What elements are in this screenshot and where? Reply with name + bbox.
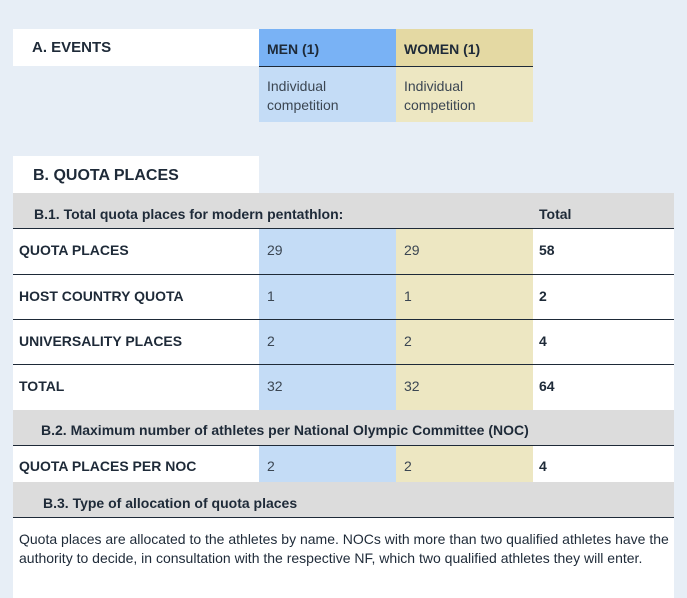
men-host-quota-value: 1 xyxy=(267,288,275,304)
events-section-title: A. EVENTS xyxy=(13,29,259,66)
table-divider xyxy=(13,319,674,320)
row-label-universality-places: UNIVERSALITY PLACES xyxy=(19,333,183,349)
men-quota-places-value: 29 xyxy=(267,242,283,258)
men-per-noc-value: 2 xyxy=(267,458,275,474)
table-divider xyxy=(13,364,674,365)
women-total-value: 32 xyxy=(404,378,420,394)
women-event-cell: Individual competition xyxy=(396,67,533,122)
b2-label: B.2. Maximum number of athletes per National Olympic Committee (NOC) xyxy=(41,422,529,438)
men-noc-column-bg xyxy=(259,446,396,482)
men-total-value: 32 xyxy=(267,378,283,394)
total-quota-places-value: 58 xyxy=(539,242,555,258)
table-divider xyxy=(13,517,674,518)
row-label-host-country-quota: HOST COUNTRY QUOTA xyxy=(19,288,184,304)
total-per-noc-value: 4 xyxy=(539,458,547,474)
row-label-quota-per-noc: QUOTA PLACES PER NOC xyxy=(19,458,197,474)
grand-total-value: 64 xyxy=(539,378,555,394)
women-quota-places-value: 29 xyxy=(404,242,420,258)
women-universality-value: 2 xyxy=(404,333,412,349)
men-column-header: MEN (1) xyxy=(259,29,396,66)
men-event-cell: Individual competition xyxy=(259,67,396,122)
row-label-total: TOTAL xyxy=(19,378,65,394)
total-column-header: Total xyxy=(539,206,572,222)
b3-label: B.3. Type of allocation of quota places xyxy=(43,495,298,511)
table-divider xyxy=(13,228,674,229)
row-label-quota-places: QUOTA PLACES xyxy=(19,242,129,258)
women-noc-column-bg xyxy=(396,446,533,482)
women-host-quota-value: 1 xyxy=(404,288,412,304)
women-per-noc-value: 2 xyxy=(404,458,412,474)
quota-section-title: B. QUOTA PLACES xyxy=(13,156,259,193)
table-divider xyxy=(13,445,674,446)
total-universality-value: 4 xyxy=(539,333,547,349)
men-universality-value: 2 xyxy=(267,333,275,349)
women-column-header: WOMEN (1) xyxy=(396,29,533,66)
table-divider xyxy=(13,274,674,275)
allocation-description: Quota places are allocated to the athletes by name. NOCs with more than two qualified athletes have the authority to decide, in consultation with the respective NF, which two qualified athletes they will enter. xyxy=(19,531,669,566)
b1-label: B.1. Total quota places for modern pentathlon: xyxy=(34,206,344,222)
total-host-quota-value: 2 xyxy=(539,288,547,304)
